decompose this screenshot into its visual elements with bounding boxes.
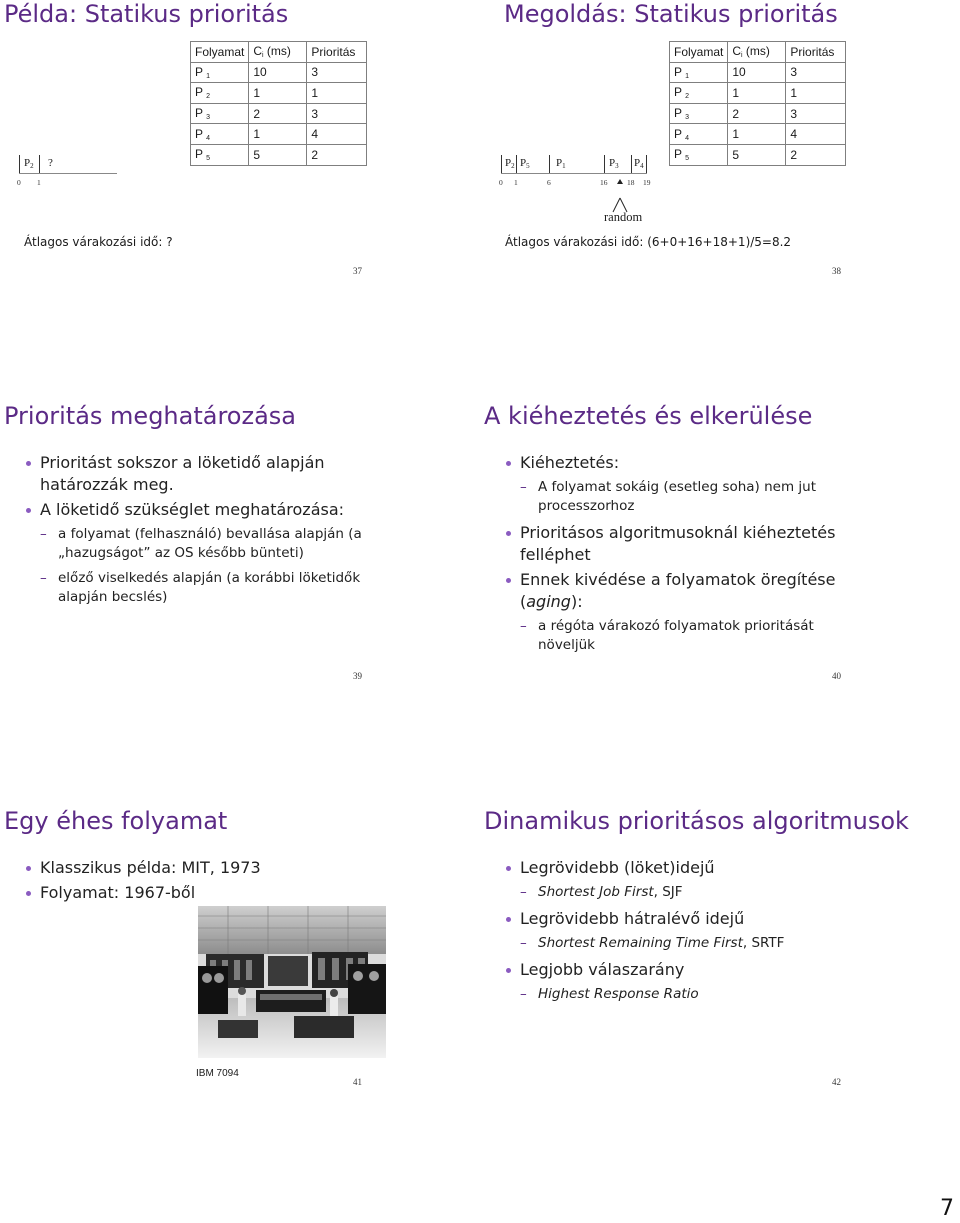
cell-priority: 2 <box>786 144 846 165</box>
dash-marker: – <box>520 884 527 900</box>
bullet-list <box>504 452 854 661</box>
header-process: Folyamat <box>670 42 728 63</box>
process-letter: P <box>674 106 682 121</box>
gantt-tick: 6 <box>547 178 551 187</box>
gantt-question: ? <box>48 157 53 169</box>
process-index: 4 <box>685 134 690 142</box>
sub-bullet-item <box>504 985 904 1004</box>
page-number: 7 <box>940 1196 954 1221</box>
process-index: 2 <box>685 93 690 101</box>
process-letter: P <box>674 85 682 100</box>
ibm-7094-photo <box>198 906 386 1058</box>
header-priority: Prioritás <box>786 42 846 63</box>
cell-process <box>191 144 249 165</box>
cell-priority: 1 <box>307 83 367 104</box>
photo-caption: IBM 7094 <box>196 1068 239 1079</box>
process-index: 1 <box>206 72 211 80</box>
gantt-index: 3 <box>615 162 619 170</box>
process-index: 3 <box>685 114 690 122</box>
process-table <box>190 41 367 166</box>
cell-process <box>191 83 249 104</box>
gantt-tick: 1 <box>37 178 41 187</box>
bullet-italic: aging <box>526 592 571 611</box>
cell-priority: 2 <box>307 144 367 165</box>
slide-number: 40 <box>832 671 841 681</box>
bullet-item: A löketidő szükséglet meghatározása: <box>24 499 374 521</box>
process-letter: P <box>674 126 682 141</box>
cell-process <box>670 103 728 124</box>
sub-bullet-item <box>504 883 904 902</box>
gantt-tick: 0 <box>17 178 21 187</box>
cell-burst: 1 <box>249 83 307 104</box>
gantt-process: P <box>505 157 512 169</box>
cell-process <box>191 103 249 124</box>
header-burst-sub: i <box>262 52 264 60</box>
header-burst-c: C <box>732 44 742 59</box>
slide-title: Egy éhes folyamat <box>4 807 228 835</box>
bullet-item: Kiéheztetés: <box>504 452 854 474</box>
sub-bullet-italic: Shortest Job First <box>538 884 654 900</box>
gantt-process: P <box>556 157 563 169</box>
bullet-text: ): <box>570 592 583 611</box>
cell-burst: 5 <box>249 144 307 165</box>
process-table <box>669 41 846 166</box>
dash-marker: – <box>520 618 527 634</box>
sub-bullet-text: A folyamat sokáig (esetleg soha) nem jut processzorhoz <box>538 479 817 514</box>
gantt-divider <box>631 155 632 174</box>
gantt-tick: 19 <box>643 178 651 187</box>
header-priority: Prioritás <box>307 42 367 63</box>
header-burst-sub: i <box>741 52 743 60</box>
bullet-item <box>504 569 854 613</box>
cell-burst: 1 <box>728 124 786 145</box>
cell-burst: 1 <box>249 124 307 145</box>
gantt-tick: 0 <box>499 178 503 187</box>
gantt-block-label <box>556 157 566 170</box>
table-row <box>191 62 367 83</box>
header-burst-c: C <box>253 44 263 59</box>
gantt-axis <box>19 173 117 174</box>
process-letter: P <box>195 64 203 79</box>
dash-marker: – <box>520 986 527 1002</box>
dash-marker: – <box>40 526 47 542</box>
sub-bullet-item <box>504 478 854 516</box>
cell-process <box>670 62 728 83</box>
cell-burst: 2 <box>728 103 786 124</box>
process-index: 3 <box>206 114 211 122</box>
bullet-item: Legrövidebb hátralévő idejű <box>504 908 904 930</box>
gantt-index: 1 <box>562 162 566 170</box>
gantt-block-label <box>520 157 530 170</box>
header-burst-unit: (ms) <box>742 44 770 59</box>
table-header-row <box>191 42 367 63</box>
sub-bullet-italic: Highest Response Ratio <box>538 986 699 1002</box>
sub-bullet-text: előző viselkedés alapján (a korábbi löketidők alapján becslés) <box>58 570 361 605</box>
dash-marker: – <box>520 935 527 951</box>
cell-priority: 4 <box>307 124 367 145</box>
gantt-tick: 1 <box>514 178 518 187</box>
cell-priority: 3 <box>786 103 846 124</box>
bullet-item: Prioritásos algoritmusoknál kiéheztetés felléphet <box>504 522 854 566</box>
cell-burst: 10 <box>249 62 307 83</box>
gantt-divider <box>39 155 40 174</box>
bullet-list <box>24 452 374 613</box>
gantt-divider <box>604 155 605 174</box>
cell-burst: 2 <box>249 103 307 124</box>
bullet-item: Klasszikus példa: MIT, 1973 <box>24 857 324 879</box>
gantt-tick: 18 <box>627 178 635 187</box>
sub-bullet-text: a régóta várakozó folyamatok prioritását növeljük <box>538 618 814 653</box>
gantt-divider <box>646 155 647 174</box>
average-wait-text: Átlagos várakozási idő: (6+0+16+18+1)/5=8.2 <box>505 235 792 249</box>
sub-bullet-item <box>504 934 904 953</box>
gantt-block-label <box>505 157 515 170</box>
process-letter: P <box>195 106 203 121</box>
bullet-item: Legrövidebb (löket)idejű <box>504 857 904 879</box>
slide-number: 37 <box>353 266 362 276</box>
header-process: Folyamat <box>191 42 249 63</box>
process-letter: P <box>195 126 203 141</box>
table-header-row <box>670 42 846 63</box>
cell-process <box>191 62 249 83</box>
cell-burst: 5 <box>728 144 786 165</box>
slide-number: 39 <box>353 671 362 681</box>
cell-priority: 3 <box>307 103 367 124</box>
gantt-block-label <box>609 157 619 170</box>
slide-number: 41 <box>353 1077 362 1087</box>
bullet-list <box>24 857 324 904</box>
gantt-divider <box>19 155 20 174</box>
slide-title: Dinamikus prioritásos algoritmusok <box>484 807 909 835</box>
process-index: 5 <box>206 155 211 163</box>
gantt-divider <box>549 155 550 174</box>
sub-bullet-item <box>24 525 374 563</box>
header-burst <box>728 42 786 63</box>
bullet-item: Folyamat: 1967-ből <box>24 882 324 904</box>
gantt-block-label <box>634 157 644 170</box>
process-index: 4 <box>206 134 211 142</box>
slide-number: 38 <box>832 266 841 276</box>
process-index: 5 <box>685 155 690 163</box>
average-wait-text: Átlagos várakozási idő: ? <box>24 235 173 249</box>
gantt-divider <box>516 155 517 174</box>
sub-bullet-item <box>504 617 854 655</box>
gantt-axis <box>501 173 647 174</box>
gantt-process: P <box>24 157 31 169</box>
sub-bullet-text: a folyamat (felhasználó) bevallása alapján (a „hazugságot” az OS később bünteti) <box>58 526 362 561</box>
cell-burst: 1 <box>728 83 786 104</box>
gantt-process: P <box>520 157 527 169</box>
gantt-index: 5 <box>526 162 530 170</box>
gantt-index: 2 <box>30 162 34 170</box>
table-row <box>191 83 367 104</box>
cell-burst: 10 <box>728 62 786 83</box>
gantt-tick: 16 <box>600 178 608 187</box>
gantt-index: 4 <box>640 162 644 170</box>
table-row <box>670 124 846 145</box>
process-index: 1 <box>685 72 690 80</box>
dash-marker: – <box>40 570 47 586</box>
sub-bullet-item <box>24 569 374 607</box>
slide-title: Megoldás: Statikus prioritás <box>504 0 838 28</box>
gantt-process: P <box>634 157 641 169</box>
process-letter: P <box>195 147 203 162</box>
cell-process <box>670 83 728 104</box>
bullet-text: Ennek kivédése a folyamatok öregítése ( <box>520 570 836 611</box>
table-row <box>191 144 367 165</box>
dash-marker: – <box>520 479 527 495</box>
table-row <box>191 103 367 124</box>
table-row <box>670 62 846 83</box>
process-letter: P <box>674 64 682 79</box>
slide-title: Példa: Statikus prioritás <box>4 0 289 28</box>
cell-priority: 3 <box>786 62 846 83</box>
gantt-block-label <box>24 157 34 170</box>
gantt-process: P <box>609 157 616 169</box>
table-row <box>670 103 846 124</box>
sub-bullet-italic: Shortest Remaining Time First <box>538 935 743 951</box>
sub-bullet-text: , SJF <box>653 884 683 900</box>
cell-priority: 4 <box>786 124 846 145</box>
process-letter: P <box>674 147 682 162</box>
slide-number: 42 <box>832 1077 841 1087</box>
header-burst-unit: (ms) <box>263 44 291 59</box>
cell-priority: 3 <box>307 62 367 83</box>
cell-process <box>191 124 249 145</box>
bullet-item: Prioritást sokszor a löketidő alapján határozzák meg. <box>24 452 374 496</box>
random-label: random <box>604 210 643 224</box>
table-row <box>670 83 846 104</box>
table-row <box>670 144 846 165</box>
cell-process <box>670 124 728 145</box>
slide-title: Prioritás meghatározása <box>4 402 297 430</box>
sub-bullet-text: , SRTF <box>742 935 785 951</box>
header-burst <box>249 42 307 63</box>
process-index: 2 <box>206 93 211 101</box>
cell-priority: 1 <box>786 83 846 104</box>
gantt-index: 2 <box>511 162 515 170</box>
bullet-list <box>504 857 904 1010</box>
cell-process <box>670 144 728 165</box>
table-row <box>191 124 367 145</box>
bullet-item: Legjobb válaszarány <box>504 959 904 981</box>
slide-title: A kiéheztetés és elkerülése <box>484 402 813 430</box>
process-letter: P <box>195 85 203 100</box>
gantt-divider <box>501 155 502 174</box>
